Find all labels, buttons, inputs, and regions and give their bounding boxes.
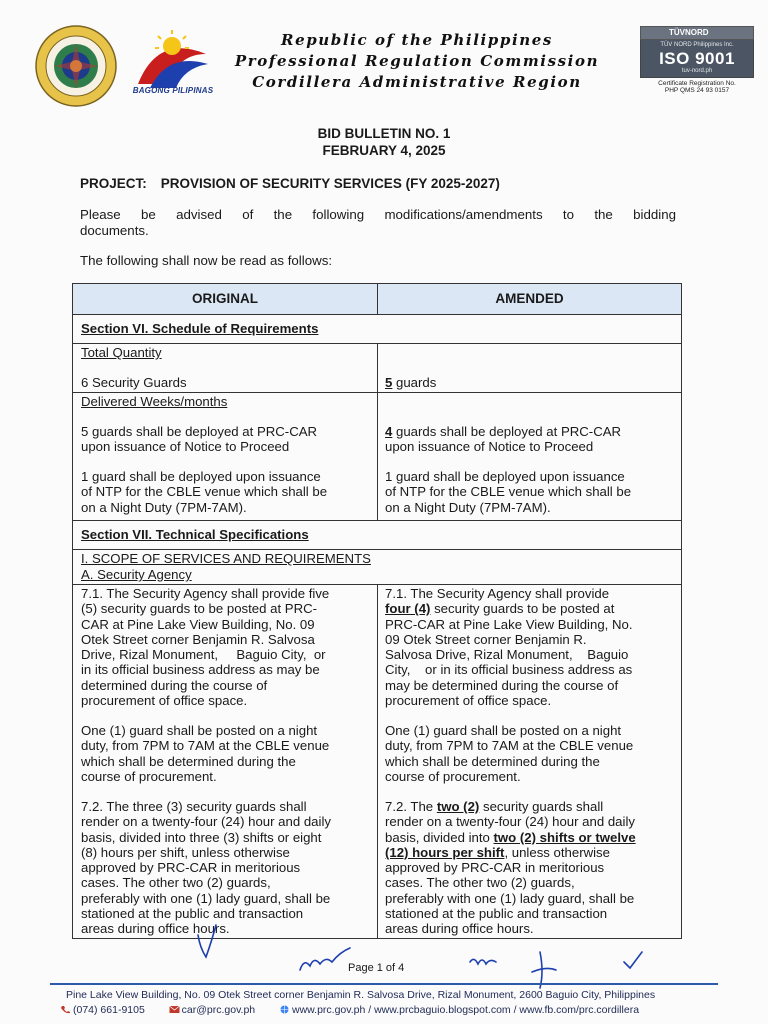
letterhead-line-1: Republic of the Philippines bbox=[281, 31, 553, 49]
row-divider bbox=[73, 549, 681, 550]
amended-deployment bbox=[385, 424, 621, 455]
amended-shift-hours: (12) hours per shift bbox=[385, 844, 505, 860]
email-icon bbox=[169, 1005, 180, 1014]
text-line: CAR at Pine Lake View Building, No. 09 bbox=[81, 616, 315, 632]
text-fragment: security guards to be posted at bbox=[430, 601, 615, 617]
text-line: One (1) guard shall be posted on a night bbox=[385, 723, 622, 738]
agency-heading: A. Security Agency bbox=[81, 567, 192, 582]
letterhead-line-2: Professional Regulation Commission bbox=[234, 52, 600, 70]
text-line: course of procurement. bbox=[385, 768, 521, 784]
amended-7-1 bbox=[385, 586, 633, 708]
cert-reg-no: PHP QMS 24 93 0157 bbox=[664, 87, 730, 94]
text-line: 09 Otek Street corner Benjamin R. bbox=[385, 631, 587, 647]
text-line: may be determined during the course of bbox=[385, 677, 619, 693]
bulletin-number: BID BULLETIN NO. 1 bbox=[317, 126, 451, 141]
original-deployment bbox=[81, 424, 317, 455]
text-fragment: basis, divided into bbox=[385, 829, 494, 845]
web-icon bbox=[279, 1005, 290, 1014]
scope-heading: I. SCOPE OF SERVICES AND REQUIREMENTS bbox=[81, 551, 371, 566]
text-line: of NTP for the CBLE venue which shall be bbox=[385, 484, 632, 500]
amended-deploy-text: guards shall be deployed at PRC-CAR bbox=[392, 424, 622, 439]
text-line: PRC-CAR at Pine Lake View Building, No. bbox=[385, 616, 633, 632]
text-line: upon issuance of Notice to Proceed bbox=[385, 439, 594, 455]
text-line: 1 guard shall be deployed upon issuance bbox=[81, 469, 321, 484]
letterhead-line-3: Cordillera Administrative Region bbox=[252, 73, 582, 91]
text-line: which shall be determined during the bbox=[81, 753, 296, 769]
text-fragment: 7.2. The bbox=[385, 799, 437, 814]
text-line: City, or in its official business address as bbox=[385, 662, 633, 678]
text-line: render on a twenty-four (24) hour and daily bbox=[81, 814, 331, 830]
project-line bbox=[80, 176, 500, 191]
row-divider bbox=[73, 314, 681, 315]
text-line: Otek Street corner Benjamin R. Salvosa bbox=[81, 631, 315, 647]
advise-line-1: Please be advised of the following modifications/amendments to the bidding bbox=[80, 207, 676, 222]
amended-night-duty bbox=[385, 469, 631, 515]
delivered-label: Delivered Weeks/months bbox=[81, 394, 228, 409]
amended-shift-count: two (2) shifts or twelve bbox=[493, 829, 636, 845]
original-night-duty bbox=[81, 469, 327, 515]
footer-email[interactable]: car@prc.gov.ph bbox=[181, 1004, 256, 1016]
project-title: PROVISION OF SECURITY SERVICES (FY 2025-2027) bbox=[160, 176, 500, 191]
cert-company: TÜV NORD Philippines Inc. bbox=[660, 42, 734, 48]
text-line: 7.1. The Security Agency shall provide five bbox=[81, 586, 330, 601]
text-line: which shall be determined during the bbox=[385, 753, 600, 769]
text-line: cases. The other two (2) guards, bbox=[81, 875, 271, 891]
text-line: (5) security guards to be posted at PRC- bbox=[81, 601, 318, 617]
column-divider bbox=[377, 343, 378, 520]
text-line: One (1) guard shall be posted on a night bbox=[81, 723, 318, 738]
original-night-guard bbox=[81, 723, 329, 784]
text-line: 1 guard shall be deployed upon issuance bbox=[385, 469, 625, 484]
letterhead bbox=[222, 30, 612, 93]
text-line: approved by PRC-CAR in meritorious bbox=[81, 860, 301, 876]
text-line: preferably with one (1) lady guard, shall be bbox=[385, 890, 635, 906]
column-divider bbox=[377, 584, 378, 939]
section-heading: Section VII. Technical Specifications bbox=[81, 527, 309, 542]
row-divider bbox=[73, 520, 681, 521]
amended-quantity-unit: guards bbox=[392, 375, 437, 390]
text-line: of NTP for the CBLE venue which shall be bbox=[81, 484, 328, 500]
bagong-pilipinas-label: BAGONG PILIPINAS bbox=[132, 86, 214, 95]
text-line: procurement of office space. bbox=[385, 693, 552, 709]
text-line: areas during office hours. bbox=[81, 921, 230, 937]
text-line: on a Night Duty (7PM-7AM). bbox=[385, 499, 551, 515]
text-line bbox=[385, 799, 636, 814]
amendments-table bbox=[72, 283, 682, 939]
text-line: duty, from 7PM to 7AM at the CBLE venue bbox=[81, 738, 330, 754]
text-line: determined during the course of bbox=[81, 677, 268, 693]
page-number: Page 1 of 4 bbox=[348, 962, 405, 974]
tuv-iso-badge-icon bbox=[640, 26, 754, 96]
text-fragment: , unless otherwise bbox=[504, 844, 610, 860]
text-line: duty, from 7PM to 7AM at the CBLE venue bbox=[385, 738, 634, 754]
text-line: course of procurement. bbox=[81, 768, 217, 784]
text-line: Salvosa Drive, Rizal Monument, Baguio bbox=[385, 647, 629, 663]
text-line: (8) hours per shift, unless otherwise bbox=[81, 844, 290, 860]
text-line: preferably with one (1) lady guard, shall be bbox=[81, 890, 331, 906]
column-header-original: ORIGINAL bbox=[73, 284, 378, 314]
text-line: areas during office hours. bbox=[385, 921, 534, 937]
text-line bbox=[385, 424, 621, 439]
total-quantity-label: Total Quantity bbox=[81, 345, 162, 360]
original-quantity: 6 Security Guards bbox=[81, 375, 187, 390]
footer-phone: (074) 661-9105 bbox=[73, 1004, 145, 1016]
text-line: basis, divided into three (3) shifts or eight bbox=[81, 829, 322, 845]
section-heading: Section VI. Schedule of Requirements bbox=[81, 321, 319, 336]
read-as-line: The following shall now be read as follows: bbox=[80, 253, 333, 268]
amended-night-guard bbox=[385, 723, 633, 784]
text-line: 7.2. The three (3) security guards shall bbox=[81, 799, 307, 814]
original-7-1 bbox=[81, 586, 329, 708]
footer-contacts bbox=[60, 1004, 639, 1016]
cert-brand: TÜVNORD bbox=[640, 26, 754, 40]
column-header-amended: AMENDED bbox=[378, 284, 681, 314]
footer-address: Pine Lake View Building, No. 09 Otek Street corner Benjamin R. Salvosa Drive, Rizal Monument, 2600 Baguio City, Philippines bbox=[66, 989, 656, 1001]
cert-site: tuv-nord.ph bbox=[681, 68, 713, 74]
text-line: Drive, Rizal Monument, Baguio City, or bbox=[81, 647, 326, 663]
text-line: stationed at the public and transaction bbox=[81, 906, 304, 922]
text-line: stationed at the public and transaction bbox=[385, 906, 608, 922]
amended-7-2 bbox=[385, 799, 636, 937]
original-7-2 bbox=[81, 799, 331, 937]
advise-line-2: documents. bbox=[80, 223, 149, 238]
text-line: procurement of office space. bbox=[81, 693, 248, 709]
text-line bbox=[385, 845, 636, 860]
cert-reg-label: Certificate Registration No. bbox=[658, 80, 736, 87]
text-line: 7.1. The Security Agency shall provide bbox=[385, 586, 610, 601]
amended-quantity bbox=[385, 375, 436, 390]
text-fragment: security guards shall bbox=[479, 799, 604, 814]
text-line bbox=[385, 830, 636, 845]
project-label: PROJECT: bbox=[80, 176, 147, 191]
text-line: on a Night Duty (7PM-7AM). bbox=[81, 499, 247, 515]
amended-guard-count: four (4) bbox=[385, 601, 431, 617]
amended-quantity-number: 5 bbox=[385, 375, 393, 390]
text-line: in its official business address as may be bbox=[81, 662, 320, 678]
text-line: cases. The other two (2) guards, bbox=[385, 875, 575, 891]
amended-deploy-number: 4 bbox=[385, 424, 393, 439]
text-line: 5 guards shall be deployed at PRC-CAR bbox=[81, 424, 318, 439]
text-line: approved by PRC-CAR in meritorious bbox=[385, 860, 605, 876]
phone-icon bbox=[60, 1005, 71, 1014]
text-line bbox=[385, 601, 633, 616]
footer-websites[interactable]: www.prc.gov.ph / www.prcbaguio.blogspot.com / www.fb.com/prc.cordillera bbox=[292, 1004, 640, 1016]
prc-seal-icon bbox=[34, 24, 118, 108]
text-line: upon issuance of Notice to Proceed bbox=[81, 439, 290, 455]
footer-divider bbox=[50, 983, 718, 985]
cert-box bbox=[640, 40, 754, 78]
bulletin-date: FEBRUARY 4, 2025 bbox=[322, 143, 446, 158]
text-line: render on a twenty-four (24) hour and daily bbox=[385, 814, 635, 830]
amended-guard-count: two (2) bbox=[436, 799, 480, 814]
cert-standard: ISO 9001 bbox=[659, 49, 735, 68]
